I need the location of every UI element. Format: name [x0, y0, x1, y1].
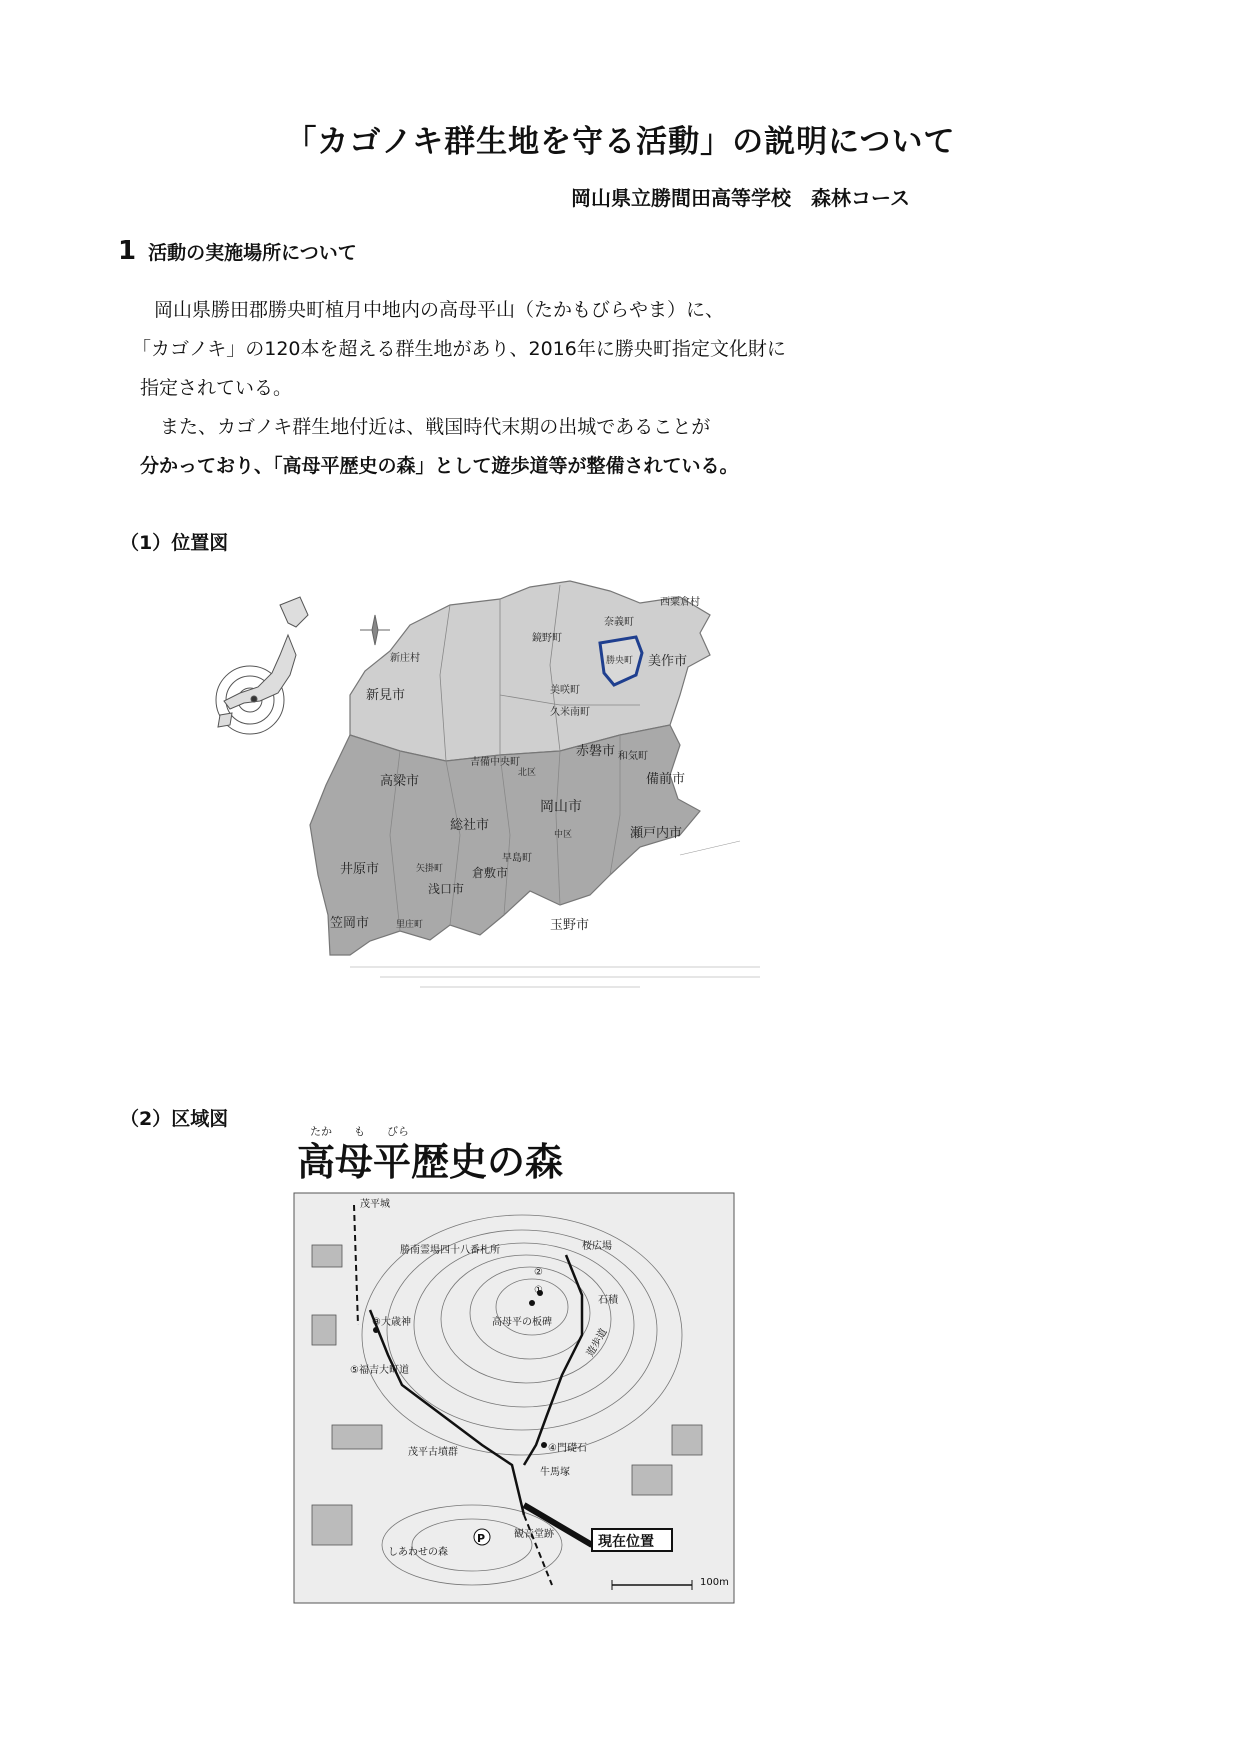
label-nishiawakura: 西粟倉村: [660, 597, 700, 608]
label-kibichuo: 吉備中央町: [470, 757, 520, 768]
label-naka: 中区: [554, 830, 573, 840]
paragraph-line: 「カゴノキ」の120本を超える群生地があり、2016年に勝央町指定文化財に: [132, 338, 786, 360]
paragraph-line: 指定されている。: [140, 377, 293, 399]
label-shinjo: 新庄村: [390, 653, 420, 664]
label-wake: 和気町: [618, 751, 648, 762]
label-niimi: 新見市: [366, 688, 406, 703]
area-map: [292, 1125, 772, 1615]
figure1-caption: （1）位置図: [120, 532, 229, 554]
label-fudasho: 勝南霊場四十八番札所: [400, 1245, 500, 1256]
label-shiawase: しあわせの森: [388, 1547, 448, 1558]
label-akaiwa: 赤磐市: [576, 744, 616, 759]
document-title: 「カゴノキ群生地を守る活動」の説明について: [285, 124, 956, 160]
label-fukuyoshi-road: ⑤福吉大町道: [350, 1365, 409, 1376]
label-okayama: 岡山市: [540, 799, 582, 815]
paragraph-line: また、カゴノキ群生地付近は、戦国時代末期の出城であることが: [160, 416, 711, 438]
label-gyumaden: 観音堂跡: [514, 1529, 554, 1540]
label-daishojin: ③大歳神: [372, 1317, 411, 1328]
paragraph-line: 岡山県勝田郡勝央町植月中地内の高母平山（たかもびらやま）に、: [154, 299, 725, 321]
label-mimasaka: 美作市: [648, 654, 688, 669]
section-number: 1: [118, 236, 137, 266]
label-soja: 総社市: [450, 818, 490, 833]
label-ishimaki: 石積: [598, 1295, 618, 1306]
label-kumenan: 久米南町: [550, 707, 590, 718]
label-monishi: ④門礎石: [548, 1443, 587, 1454]
map-title: 高母平歴史の森: [297, 1140, 564, 1184]
label-tamano: 玉野市: [550, 918, 590, 933]
label-takahashi: 高梁市: [380, 774, 420, 789]
school-name: 岡山県立勝間田高等学校 森林コース: [571, 186, 910, 210]
label-sakurahiroba: 桜広場: [582, 1241, 612, 1252]
label-yakage: 矢掛町: [416, 864, 444, 874]
paragraph-line: 分かっており、「高母平歴史の森」として遊歩道等が整備されている。: [140, 455, 739, 477]
label-gyubazuka: 牛馬塚: [540, 1467, 570, 1478]
label-scale: 100m: [700, 1577, 729, 1588]
parking-icon: P: [477, 1532, 486, 1545]
label-satosho: 里庄町: [396, 920, 424, 930]
label-kurashiki: 倉敷市: [472, 866, 509, 880]
map-title-ruby: たか も びら: [310, 1125, 409, 1138]
label-mohei-castle: 茂平城: [360, 1199, 390, 1210]
label-kasaoka: 笠岡市: [330, 916, 370, 931]
label-yuhodo: 遊歩道: [585, 1327, 610, 1359]
label-num2: ②: [534, 1267, 543, 1278]
label-misaki: 美咲町: [550, 685, 580, 696]
label-ibara: 井原市: [340, 862, 380, 877]
section-heading: [118, 236, 357, 266]
label-nagi: 奈義町: [604, 617, 634, 628]
label-num1: ①: [534, 1285, 543, 1296]
label-asakuchi: 浅口市: [428, 882, 465, 896]
location-map: [200, 575, 770, 1057]
label-bizen: 備前市: [646, 772, 686, 787]
japan-inset-map: [216, 597, 308, 734]
label-setouchi: 瀬戸内市: [630, 826, 683, 841]
label-shoo: 勝央町: [606, 656, 634, 666]
compass-icon: [360, 615, 390, 645]
label-itabi: 高母平の板碑: [492, 1317, 552, 1328]
label-hayashima: 早島町: [502, 853, 532, 864]
section-heading-text: 活動の実施場所について: [148, 242, 357, 264]
label-current-position: 現在位置: [598, 1534, 654, 1550]
label-kagamino: 鏡野町: [532, 633, 562, 644]
figure2-caption: （2）区域図: [120, 1108, 229, 1130]
label-kita: 北区: [518, 768, 537, 778]
label-mohei-tomb: 茂平古墳群: [408, 1447, 458, 1458]
